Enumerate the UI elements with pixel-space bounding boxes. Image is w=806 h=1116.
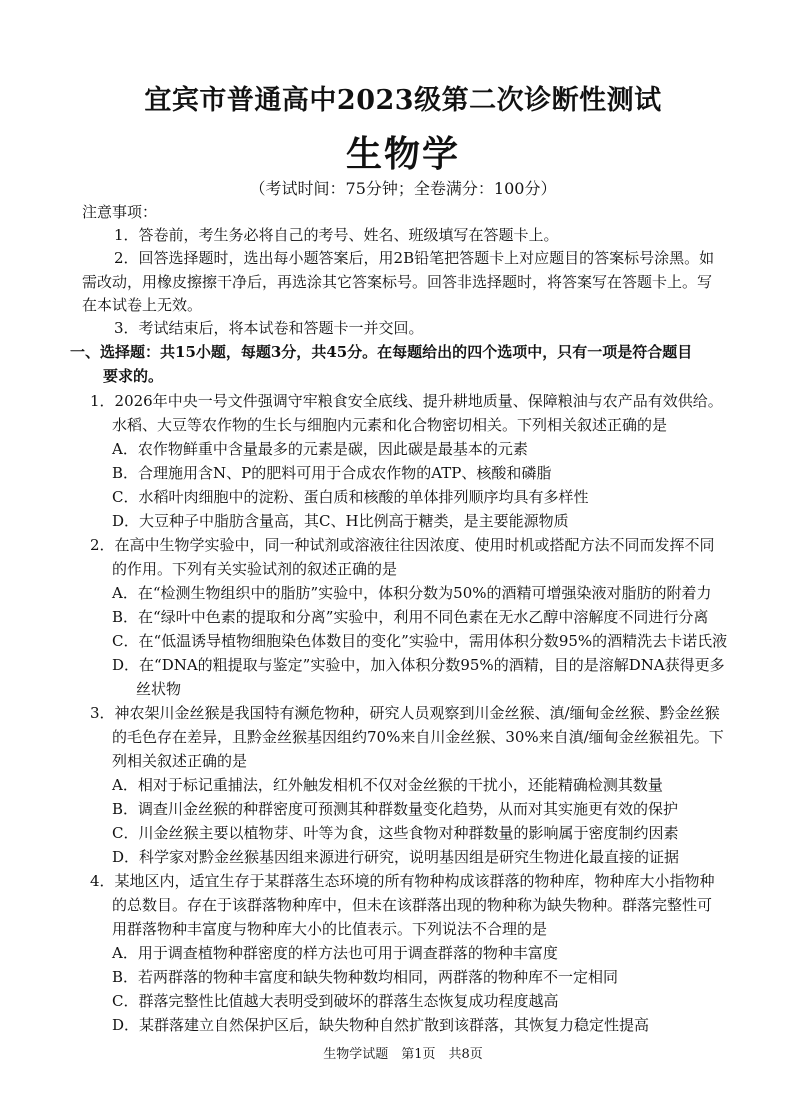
option-c: C．水稻叶肉细胞中的淀粉、蛋白质和核酸的单体排列顺序均具有多样性 bbox=[112, 488, 589, 506]
question-stem: 列相关叙述正确的是 bbox=[112, 752, 248, 770]
exam-title: 宜宾市普通高中2023级第二次诊断性测试 bbox=[144, 85, 662, 116]
option-a: A．农作物鲜重中含量最多的元素是碳，因此碳是最基本的元素 bbox=[112, 440, 528, 458]
notes-line: 需改动，用橡皮擦擦干净后，再选涂其它答案标号。回答非选择题时，将答案写在答题卡上。写 bbox=[82, 273, 713, 291]
section-heading: 一、选择题：共15小题，每题3分，共45分。在每题给出的四个选项中，只有一项是符合题目 bbox=[70, 343, 693, 361]
exam-info: （考试时间：75分钟；全卷满分：100分） bbox=[249, 179, 557, 198]
option-b: B．若两群落的物种丰富度和缺失物种数均相同，两群落的物种库不一定相同 bbox=[112, 968, 619, 986]
option-d: D．科学家对黔金丝猴基因组来源进行研究，说明基因组是研究生物进化最直接的证据 bbox=[112, 848, 680, 866]
question-stem: 4．某地区内，适宜生存于某群落生态环境的所有物种构成该群落的物种库，物种库大小指物种 bbox=[90, 872, 715, 890]
page-footer: 生物学试题 第1页 共8页 bbox=[323, 1047, 483, 1062]
option-c: C．在“低温诱导植物细胞染色体数目的变化”实验中，需用体积分数95%的酒精洗去卡诺氏液 bbox=[112, 632, 728, 650]
notes-line: 2．回答选择题时，选出每小题答案后，用2B铅笔把答题卡上对应题目的答案标号涂黑。如 bbox=[114, 249, 715, 267]
notes-line: 3．考试结束后，将本试卷和答题卡一并交回。 bbox=[114, 319, 424, 337]
option-b: B．在“绿叶中色素的提取和分离”实验中，利用不同色素在无水乙醇中溶解度不同进行分离 bbox=[112, 608, 709, 626]
question-stem: 水稻、大豆等农作物的生长与细胞内元素和化合物密切相关。下列相关叙述正确的是 bbox=[112, 416, 668, 434]
option-a: A．在“检测生物组织中的脂肪”实验中，体积分数为50%的酒精可增强染液对脂肪的附着力 bbox=[112, 584, 712, 602]
question-stem: 3．神农架川金丝猴是我国特有濒危物种，研究人员观察到川金丝猴、滇/缅甸金丝猴、黔金丝猴 bbox=[90, 704, 720, 722]
question-stem: 用群落物种丰富度与物种库大小的比值表示。下列说法不合理的是 bbox=[112, 920, 548, 938]
option-d: D．大豆种子中脂肪含量高，其C、H比例高于糖类，是主要能源物质 bbox=[112, 512, 569, 530]
section-heading-cont: 要求的。 bbox=[103, 367, 164, 385]
option-c: C．群落完整性比值越大表明受到破坏的群落生态恢复成功程度越高 bbox=[112, 992, 559, 1010]
option-b: B．调查川金丝猴的种群密度可预测其种群数量变化趋势，从而对其实施更有效的保护 bbox=[112, 800, 679, 818]
option-c: C．川金丝猴主要以植物芽、叶等为食，这些食物对种群数量的影响属于密度制约因素 bbox=[112, 824, 679, 842]
notes-line: 1．答卷前，考生务必将自己的考号、姓名、班级填写在答题卡上。 bbox=[114, 226, 559, 244]
question-stem: 1．2026年中央一号文件强调守牢粮食安全底线、提升耕地质量、保障粮油与农产品有效供给。 bbox=[90, 392, 723, 410]
question-stem: 的作用。下列有关实验试剂的叙述正确的是 bbox=[112, 560, 398, 578]
option-d: D．在“DNA的粗提取与鉴定”实验中，加入体积分数95%的酒精，目的是溶解DNA获得更多 bbox=[112, 656, 725, 674]
option-d-cont: 丝状物 bbox=[136, 680, 182, 698]
option-a: A．用于调查植物种群密度的样方法也可用于调查群落的物种丰富度 bbox=[112, 944, 558, 962]
question-stem: 的毛色存在差异，且黔金丝猴基因组约70%来自川金丝猴、30%来自滇/缅甸金丝猴祖先。下 bbox=[112, 728, 724, 746]
option-b: B．合理施用含N、P的肥料可用于合成农作物的ATP、核酸和磷脂 bbox=[112, 464, 552, 482]
option-d: D．某群落建立自然保护区后，缺失物种自然扩散到该群落，其恢复力稳定性提高 bbox=[112, 1016, 650, 1034]
subject-title: 生物学 bbox=[345, 133, 460, 175]
question-stem: 2．在高中生物学实验中，同一种试剂或溶液往往因浓度、使用时机或搭配方法不同而发挥不同 bbox=[90, 536, 715, 554]
notes-line: 在本试卷上无效。 bbox=[82, 296, 203, 314]
question-stem: 的总数目。存在于该群落物种库中，但未在该群落出现的物种称为缺失物种。群落完整性可 bbox=[112, 896, 713, 914]
option-a: A．相对于标记重捕法，红外触发相机不仅对金丝猴的干扰小，还能精确检测其数量 bbox=[112, 776, 663, 794]
notes-heading: 注意事项： bbox=[82, 203, 158, 221]
